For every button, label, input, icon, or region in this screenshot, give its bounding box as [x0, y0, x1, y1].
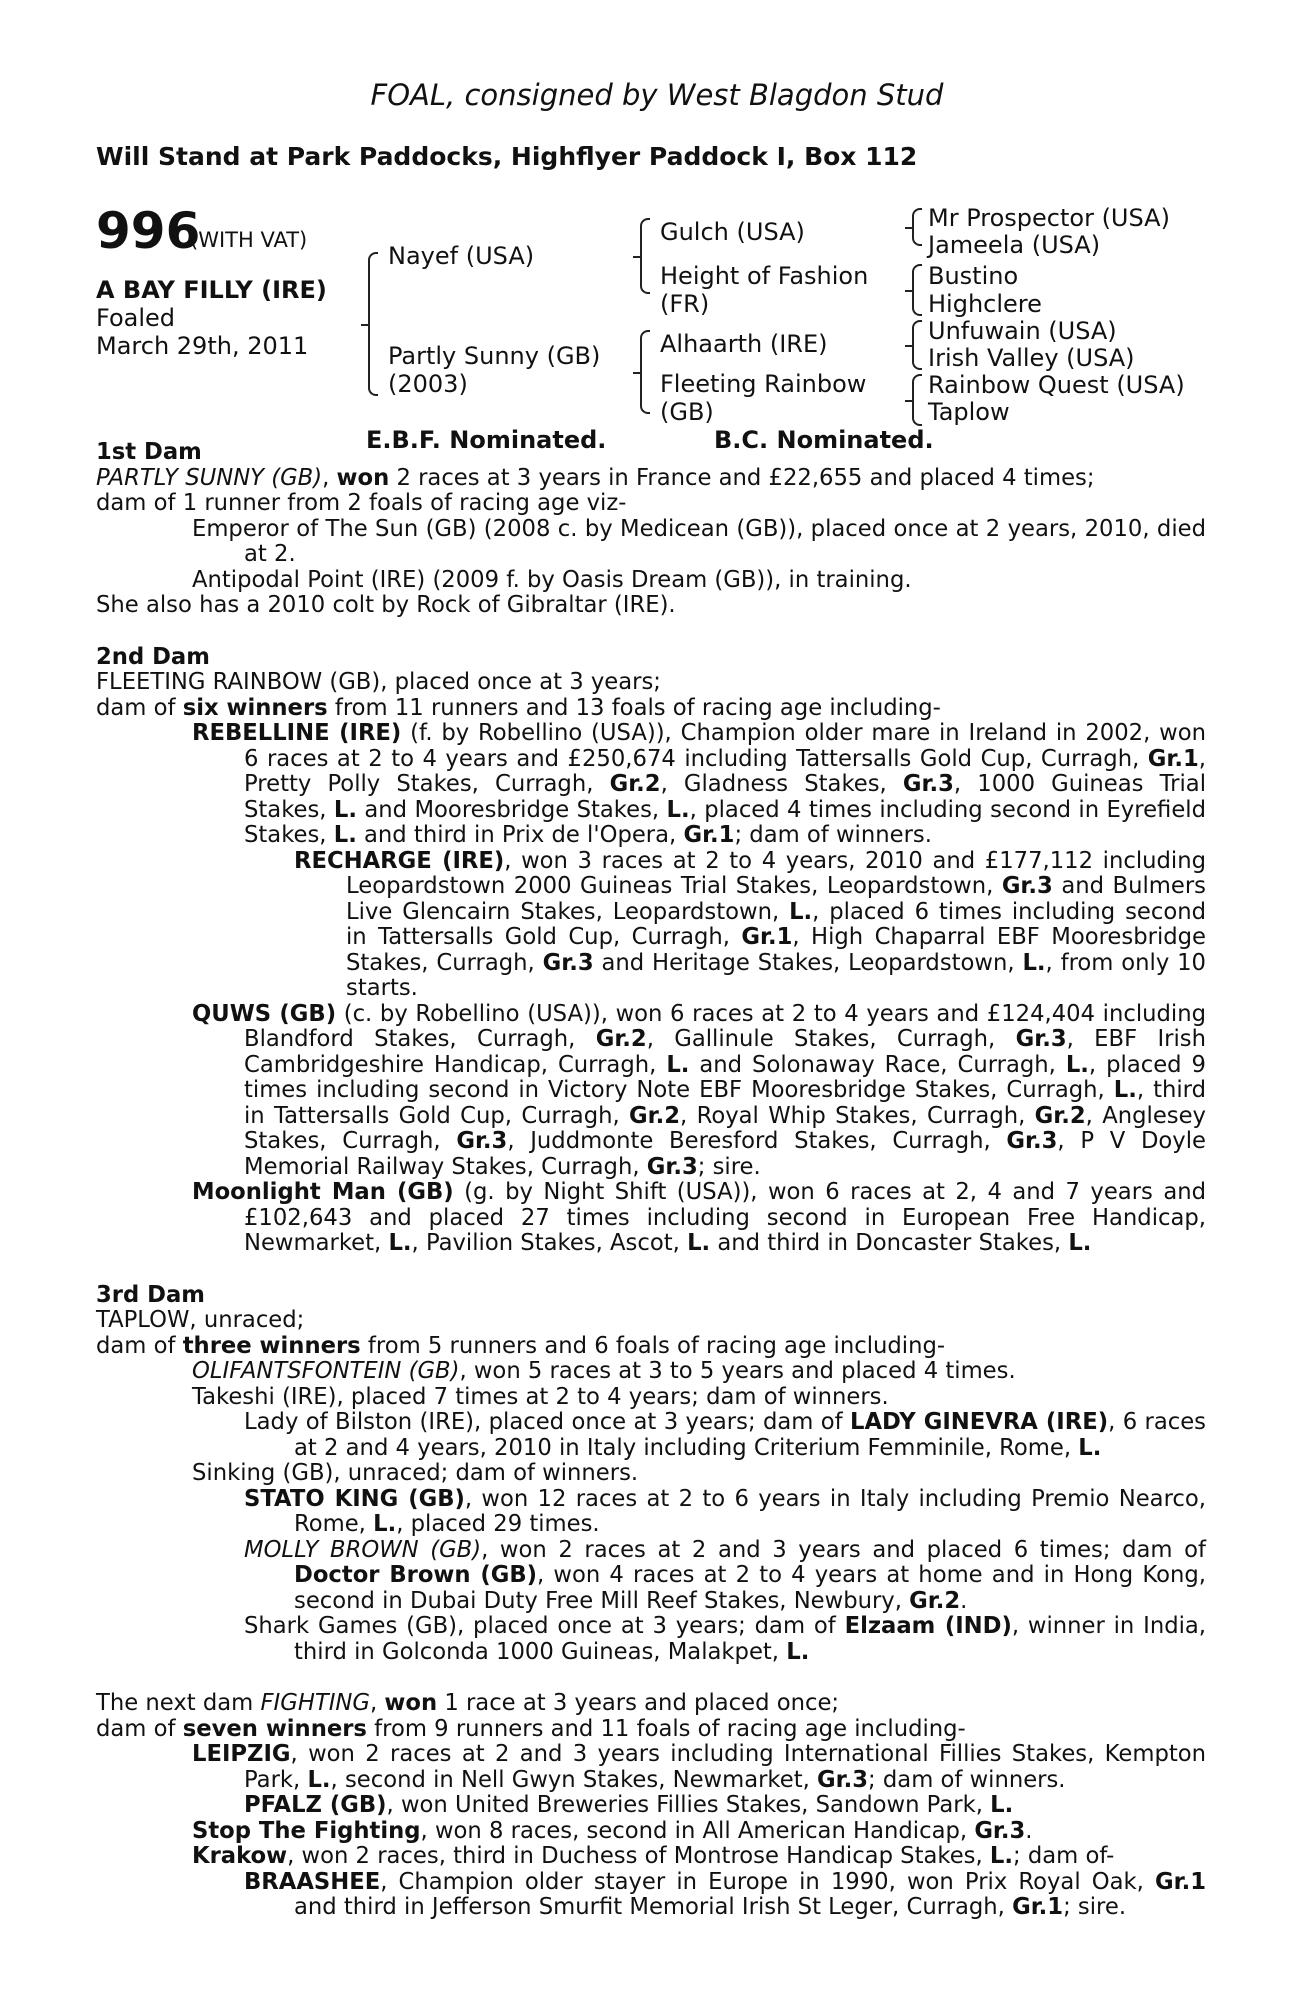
- dam-sire-sire: Unfuwain (USA): [928, 317, 1117, 345]
- sire-dam-origin: (FR): [660, 290, 710, 318]
- list-item: QUWS (GB) (c. by Robellino (USA)), won 6 races at 2 to 4 years and £124,404 including Blandford Stakes, Curragh, Gr.2, Gallinule Stakes, Curragh, Gr.3, EBF Irish Cambridgeshire Handicap, Curragh, L. and Solonaway Race, Curragh, L., placed 9 times including second in Victory Note EBF Mooresbridge Stakes, Curragh, L., third in Tattersalls Gold Cup, Curragh, Gr.2, Royal Whip Stakes, Curragh, Gr.2, Anglesey Stakes, Curragh, Gr.3, Juddmonte Beresford Stakes, Curragh, Gr.3, P V Doyle Memorial Railway Stakes, Curragh, Gr.3; sire.: [192, 1000, 1207, 1180]
- dam-sire: Alhaarth (IRE): [660, 330, 828, 358]
- stand-location: Will Stand at Park Paddocks, Highflyer Paddock I, Box 112: [96, 142, 918, 171]
- list-item: She also has a 2010 colt by Rock of Gibraltar (IRE).: [96, 592, 676, 618]
- pedigree-brace: [640, 330, 650, 414]
- list-item: RECHARGE (IRE), won 3 races at 2 to 4 years, 2010 and £177,112 including Leopardstown 2000 Guineas Trial Stakes, Leopardstown, Gr.3 and Bulmers Live Glencairn Stakes, Leopardstown, L., placed 6 times including second in Tattersalls Gold Cup, Curragh, Gr.1, High Chaparral EBF Mooresbridge Stakes, Curragh, Gr.3 and Heritage Stakes, Leopardstown, L., from only 10 starts.: [294, 847, 1207, 1001]
- list-item: OLIFANTSFONTEIN (GB), won 5 races at 3 to 5 years and placed 4 times.: [192, 1358, 1016, 1384]
- dam-produce-intro: dam of 1 runner from 2 foals of racing age viz-: [96, 490, 627, 516]
- sire-dam-sire: Bustino: [928, 262, 1019, 290]
- dam-year: (2003): [388, 370, 468, 398]
- pedigree-brace: [912, 374, 922, 426]
- list-item: REBELLINE (IRE) (f. by Robellino (USA)), Champion older mare in Ireland in 2002, won 6 races at 2 to 4 years and £250,674 including Tattersalls Gold Cup, Curragh, Gr.1, Pretty Polly Stakes, Curragh, Gr.2, Gladness Stakes, Gr.3, 1000 Guineas Trial Stakes, L. and Mooresbridge Stakes, L., placed 4 times including second in Eyrefield Stakes, L. and third in Prix de l'Opera, Gr.1; dam of winners.: [192, 720, 1206, 848]
- foaled-label: Foaled: [96, 304, 176, 332]
- ebf-nominated: E.B.F. Nominated.: [366, 426, 607, 454]
- dam: Partly Sunny (GB): [388, 342, 601, 370]
- list-item: Lady of Bilston (IRE), placed once at 3 years; dam of LADY GINEVRA (IRE), 6 races at 2 and 4 years, 2010 in Italy including Criterium Femminile, Rome, L.: [244, 1409, 1206, 1461]
- list-item: Sinking (GB), unraced; dam of winners.: [192, 1460, 639, 1486]
- dam-dam-sire: Rainbow Quest (USA): [928, 371, 1185, 399]
- dam-produce-intro: dam of seven winners from 9 runners and 11 foals of racing age including-: [96, 1715, 966, 1742]
- list-item: Emperor of The Sun (GB) (2008 c. by Medicean (GB)), placed once at 2 years, 2010, died at 2.: [192, 515, 1206, 567]
- sire-sire-dam: Jameela (USA): [928, 231, 1101, 259]
- sire-sire: Gulch (USA): [660, 218, 805, 246]
- section-heading: 1st Dam: [96, 439, 202, 465]
- catalogue-body: [96, 440, 1206, 1921]
- page-title: FOAL, consigned by West Blagdon Stud: [370, 78, 944, 112]
- list-item: STATO KING (GB), won 12 races at 2 to 6 years in Italy including Premio Nearco, Rome, L., placed 29 times.: [244, 1485, 1206, 1537]
- pedigree-brace: [912, 208, 922, 246]
- sire: Nayef (USA): [388, 242, 535, 270]
- section-heading: 3rd Dam: [96, 1281, 205, 1308]
- sire-dam-dam: Highclere: [928, 290, 1042, 318]
- lot-number: 996: [96, 202, 201, 260]
- dam-summary: The next dam FIGHTING, won 1 race at 3 years and placed once;: [96, 1690, 840, 1716]
- dam-dam: Fleeting Rainbow: [660, 370, 867, 398]
- bc-nominated: B.C. Nominated.: [714, 426, 934, 454]
- pedigree-brace: [912, 264, 922, 316]
- vat-label: (WITH VAT): [190, 228, 308, 252]
- list-item: LEIPZIG, won 2 races at 2 and 3 years including International Fillies Stakes, Kempton Park, L., second in Nell Gwyn Stakes, Newmarket, Gr.3; dam of winners.: [192, 1741, 1206, 1793]
- list-item: MOLLY BROWN (GB), won 2 races at 2 and 3 years and placed 6 times; dam of Doctor Brown (GB), won 4 races at 2 to 4 years at home and in Hong Kong, second in Dubai Duty Free Mill Reef Stakes, Newbury, Gr.2.: [244, 1536, 1206, 1614]
- list-item: Krakow, won 2 races, third in Duchess of Montrose Handicap Stakes, L.; dam of-: [192, 1843, 1115, 1869]
- foaled-date: March 29th, 2011: [96, 332, 309, 360]
- dam-dam-origin: (GB): [660, 398, 714, 426]
- list-item: Takeshi (IRE), placed 7 times at 2 to 4 years; dam of winners.: [192, 1383, 889, 1410]
- list-item: Shark Games (GB), placed once at 3 years; dam of Elzaam (IND), winner in India, third in Golconda 1000 Guineas, Malakpet, L.: [244, 1613, 1207, 1665]
- dam-produce-intro: dam of six winners from 11 runners and 13 foals of racing age including-: [96, 694, 941, 721]
- list-item: PFALZ (GB), won United Breweries Fillies Stakes, Sandown Park, L.: [244, 1792, 1014, 1818]
- pedigree-brace: [368, 252, 378, 396]
- section-heading: 2nd Dam: [96, 643, 210, 670]
- sire-sire-sire: Mr Prospector (USA): [928, 204, 1170, 232]
- list-item: BRAASHEE, Champion older stayer in Europe in 1990, won Prix Royal Oak, Gr.1 and third in Jefferson Smurfit Memorial Irish St Leger, Curragh, Gr.1; sire.: [244, 1868, 1206, 1920]
- list-item: Antipodal Point (IRE) (2009 f. by Oasis Dream (GB)), in training.: [192, 566, 912, 593]
- dam-dam-dam: Taplow: [928, 398, 1010, 426]
- dam-summary: TAPLOW, unraced;: [96, 1307, 305, 1333]
- pedigree-brace: [640, 218, 650, 294]
- dam-sire-dam: Irish Valley (USA): [928, 344, 1135, 372]
- list-item: Stop The Fighting, won 8 races, second in All American Handicap, Gr.3.: [192, 1817, 1033, 1844]
- dam-produce-intro: dam of three winners from 5 runners and 6 foals of racing age including-: [96, 1332, 946, 1359]
- list-item: Moonlight Man (GB) (g. by Night Shift (USA)), won 6 races at 2, 4 and 7 years and £102,643 and placed 27 times including second in European Free Handicap, Newmarket, L., Pavilion Stakes, Ascot, L. and third in Doncaster Stakes, L.: [192, 1179, 1206, 1256]
- sire-dam: Height of Fashion: [660, 262, 869, 290]
- dam-summary: FLEETING RAINBOW (GB), placed once at 3 years;: [96, 669, 661, 695]
- pedigree-brace: [912, 320, 922, 370]
- dam-summary: PARTLY SUNNY (GB), won 2 races at 3 years in France and £22,655 and placed 4 times;: [96, 464, 1095, 491]
- horse-name: A BAY FILLY (IRE): [96, 276, 327, 304]
